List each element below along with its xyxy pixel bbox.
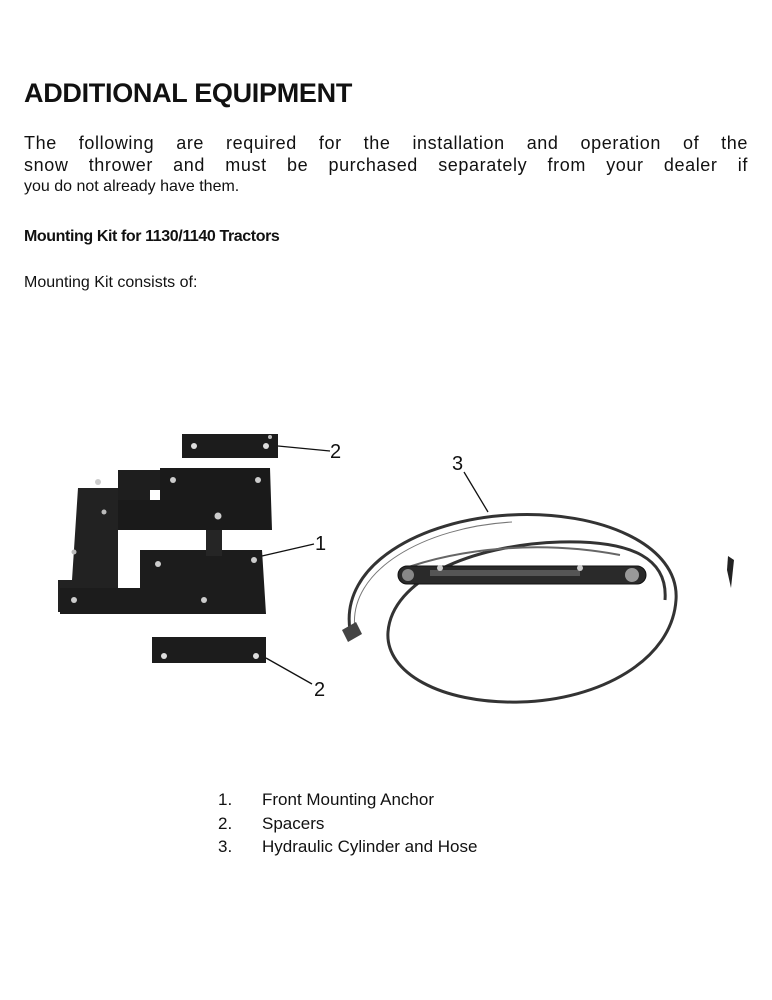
intro-line: snow thrower and must be purchased separately from your dealer if: [24, 155, 748, 175]
part-number: 2.: [218, 813, 233, 833]
page-title: ADDITIONAL EQUIPMENT: [24, 78, 353, 108]
parts-list: [218, 788, 477, 859]
callout-anchor: 1: [315, 533, 327, 555]
callout-spacer-bottom: 2: [314, 679, 326, 701]
list-item: [218, 835, 477, 859]
kit-consists-label: Mounting Kit consists of:: [24, 274, 198, 291]
part-number: 1.: [218, 790, 233, 809]
part-number: 3.: [218, 837, 233, 856]
intro-line: The following are required for the installation and operation of the: [24, 133, 748, 153]
intro-line: you do not already have them.: [24, 178, 240, 195]
callout-spacer-top: 2: [330, 441, 342, 463]
spacer-top: [182, 434, 278, 458]
parts-illustration: [0, 400, 772, 730]
hydraulic-cylinder-and-hose: [342, 515, 676, 703]
list-item: [218, 788, 477, 812]
part-name: Hydraulic Cylinder and Hose: [262, 837, 478, 856]
part-name: Spacers: [262, 813, 325, 833]
scan-mark: [727, 556, 734, 588]
front-mounting-anchor: [58, 468, 272, 614]
callout-cylinder: 3: [452, 453, 464, 475]
section-heading: Mounting Kit for 1130/1140 Tractors: [24, 228, 280, 245]
intro-paragraph: [24, 132, 748, 198]
spacer-bottom: [152, 637, 266, 663]
list-item: [218, 812, 477, 836]
part-name: Front Mounting Anchor: [262, 790, 434, 809]
